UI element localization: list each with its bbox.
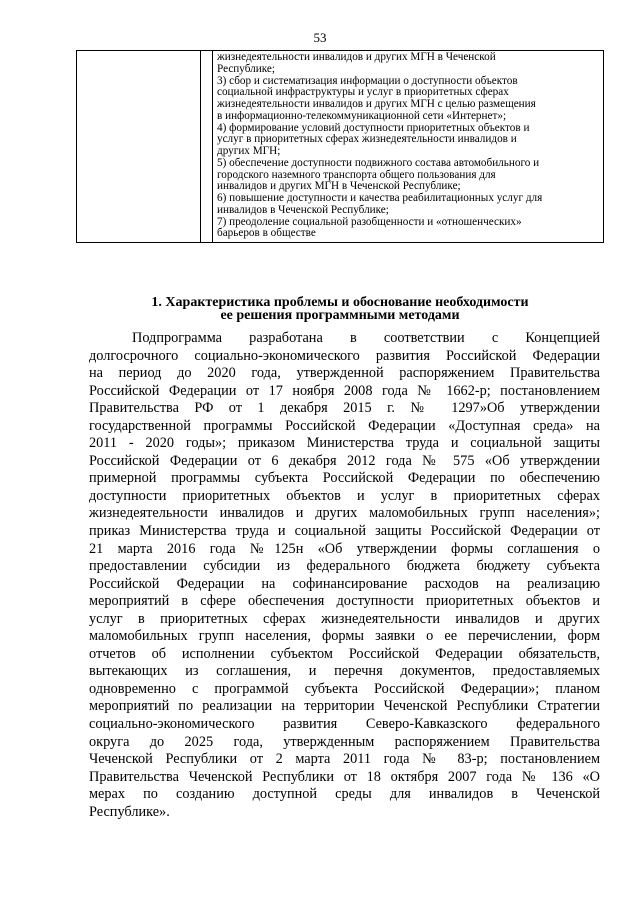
section-heading-line: ее решения программными методами xyxy=(220,308,460,323)
paragraph-line: вытекающих из соглашения, и перечня документов, предоставляемых xyxy=(89,663,600,680)
paragraph-line: Чеченской Республики от 2 марта 2011 года № 83-р; постановлением xyxy=(89,751,600,768)
task-line: Республике; xyxy=(217,62,275,75)
body-paragraph xyxy=(89,330,600,821)
paragraph-line: Российской Федерации от 6 декабря 2012 года № 575 «Об утверждении xyxy=(89,452,600,469)
paragraph-line: доступности приоритетных объектов и услуг в приоритетных сферах xyxy=(89,487,600,504)
paragraph-line: 2011 - 2020 годы»; приказом Министерства труда и социальной защиты xyxy=(89,435,600,452)
paragraph-line: 21 марта 2016 года №125н «Об утверждении формы соглашения о xyxy=(89,540,600,557)
task-line: барьеров в обществе xyxy=(217,227,316,240)
paragraph-line: мерах по созданию доступной среды для инвалидов в Чеченской xyxy=(89,786,600,803)
table-cell-empty xyxy=(77,51,201,243)
tasks-table xyxy=(76,50,604,243)
paragraph-line: Российской Федерации на софинансирование расходов на реализацию xyxy=(89,575,600,592)
task-line: социальной инфраструктуры и услуг в приоритетных сферах xyxy=(217,86,509,99)
paragraph-line: Правительства Чеченской Республики от 18 октября 2007 года № 136 «О xyxy=(89,768,600,785)
paragraph-line: на период до 2020 года, утвержденной распоряжением Правительства xyxy=(89,365,600,382)
paragraph-line: приказ Министерства труда и социальной защиты Российской Федерации от xyxy=(89,523,600,540)
paragraph-line: жизнедеятельности инвалидов и других маломобильных групп населения»; xyxy=(89,505,600,522)
paragraph-line: Подпрограмма разработана в соответствии с Концепцией xyxy=(132,330,600,346)
paragraph-line: долгосрочного социально-экономического развития Российской Федерации xyxy=(89,347,600,364)
paragraph-line: государственной программы Российской Федерации «Доступная среда» на xyxy=(89,417,600,434)
task-line: городского наземного транспорта общего пользования для xyxy=(217,168,496,181)
paragraph-line: социально-экономического развития Северо-Кавказского федерального xyxy=(89,716,600,733)
paragraph-line: одновременно с программой субъекта Российской Федерации»; планом xyxy=(89,680,600,697)
paragraph-line: маломобильных групп населения, формы заявки о ее перечислении, форм xyxy=(89,628,600,645)
paragraph-line: отчетов об исполнении субъектом Российской Федерации обязательств, xyxy=(89,645,600,662)
tasks-list-cell xyxy=(213,51,604,243)
task-line: 6) повышение доступности и качества реабилитационных услуг для xyxy=(217,192,543,204)
paragraph-line: Российской Федерации от 17 ноября 2008 года № 1662-р; постановлением xyxy=(89,382,600,399)
page-number: 53 xyxy=(313,30,327,45)
table-cell-empty xyxy=(201,51,213,243)
paragraph-line: мероприятий по реализации на территории Чеченской Республики Стратегии xyxy=(89,698,600,715)
task-line: 7) преодоление социальной разобщенности и «отношенческих» xyxy=(217,215,522,228)
paragraph-line: Правительства РФ от 1 декабря 2015 г. № 1297»Об утверждении xyxy=(89,400,600,417)
task-line: инвалидов и других МГН в Чеченской Республике; xyxy=(217,180,461,193)
paragraph-line: предоставлении субсидии из федерального бюджета бюджету субъекта xyxy=(89,558,600,575)
task-line: 5) обеспечение доступности подвижного состава автомобильного и xyxy=(217,156,540,169)
paragraph-line: услуг в приоритетных сферах жизнедеятельности инвалидов и других xyxy=(89,610,600,627)
table-row xyxy=(77,51,604,243)
paragraph-line: округа до 2025 года, утвержденным распоряжением Правительства xyxy=(89,733,600,750)
paragraph-line: Республике». xyxy=(89,803,170,820)
task-line: 4) формирование условий доступности приоритетных объектов и xyxy=(217,121,530,134)
task-line: в информационно-телекоммуникационной сети «Интернет»; xyxy=(217,109,507,122)
section-heading-line: 1. Характеристика проблемы и обоснование необходимости xyxy=(151,295,529,310)
task-line: 3) сбор и систематизация информации о доступности объектов xyxy=(217,74,518,87)
task-line: других МГН; xyxy=(217,145,281,157)
paragraph-line: примерной программы субъекта Российской Федерации по обеспечению xyxy=(89,470,600,487)
task-line: услуг в приоритетных сферах жизнедеятельности инвалидов и xyxy=(217,133,517,146)
task-line: инвалидов в Чеченской Республике; xyxy=(217,203,389,216)
task-line: жизнедеятельности инвалидов и других МГН с целью размещения xyxy=(217,98,536,110)
task-line: жизнедеятельности инвалидов и других МГН в Чеченской xyxy=(217,51,496,63)
paragraph-line: мероприятий в сфере обеспечения доступности приоритетных объектов и xyxy=(89,593,600,610)
section-heading xyxy=(0,296,640,322)
